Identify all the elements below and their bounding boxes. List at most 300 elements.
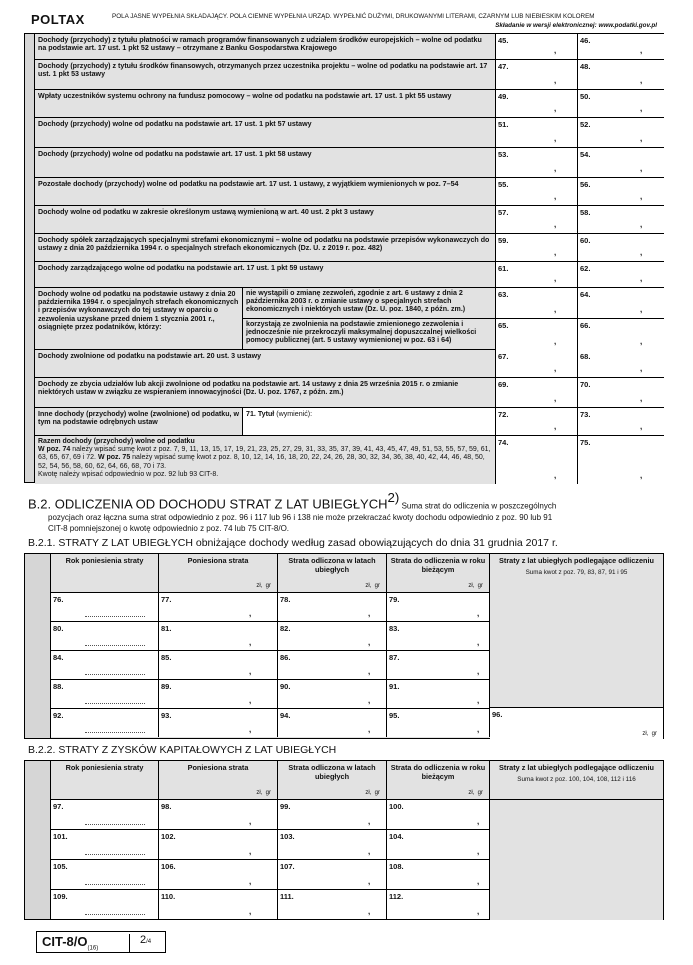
field-number: 63. [498,290,509,299]
row-description: Wpłaty uczestników systemu ochrony na fundusz pomocowy – wolne od podatku na podstawie art. 17 ust. 1 pkt 55 ustawy [35,90,496,117]
table-gutter [25,761,51,919]
footnote-ref: 2) [387,490,400,505]
loss-year-field[interactable] [51,650,159,679]
decimal-comma: , [640,337,643,346]
loss-amount-field[interactable] [387,859,490,889]
loss-amount-field[interactable] [278,592,387,621]
currency-units [468,789,483,798]
amount-field[interactable] [578,206,664,233]
loss-amount-field[interactable] [278,799,387,829]
sez-option-b: korzystają ze zwolnienia na podstawie zmienionego zezwolenia i jednocześnie nie przekroczyli maksymalnej dopuszczalnej wielkości pomocy publicznej (art. 5 ustawy wymienionej w poz. 63 i 64) [243,319,496,350]
amount-field[interactable] [496,60,578,89]
table-gutter [25,34,35,482]
amount-field[interactable] [496,206,578,233]
decimal-comma: , [640,471,643,480]
field-number: 112. [389,892,404,901]
field-number: 54. [580,150,591,159]
decimal-comma: , [554,305,557,314]
amount-field[interactable] [496,90,578,117]
decimal-comma: , [640,305,643,314]
section-note: Suma strat do odliczenia w poszczególnych [399,501,557,511]
loss-amount-field[interactable] [159,859,278,889]
decimal-comma: , [554,471,557,480]
currency-units [642,731,657,737]
loss-year-field[interactable] [51,829,159,859]
loss-amount-field[interactable] [278,650,387,679]
loss-amount-field[interactable] [387,650,490,679]
form-version: (16) [87,945,99,952]
loss-year-field[interactable] [51,592,159,621]
field-number: 103. [280,832,295,841]
currency-units [256,582,271,591]
zl-label: zł, [642,731,649,737]
year-dotted-line [85,884,145,885]
loss-amount-field[interactable] [278,621,387,650]
decimal-comma: , [477,907,480,916]
total-description [35,436,496,484]
shaded-area [490,799,663,920]
field-number: 85. [161,653,172,662]
row-description: Pozostałe dochody (przychody) wolne od podatku na podstawie art. 17 ust. 1 ustawy, z wyjątkiem wymienionych w poz. 7–54 [35,178,496,205]
row-description: Dochody wolne od podatku w zakresie określonym ustawą wymienioną w art. 40 ust. 2 pkt 3 ustawy [35,206,496,233]
amount-field[interactable] [496,288,578,319]
decimal-comma: , [640,104,643,113]
currency-units [365,789,380,798]
field-number: 89. [161,682,172,691]
amount-field[interactable] [578,234,664,261]
field-number: 96. [492,710,503,719]
loss-year-field[interactable] [51,621,159,650]
amount-field[interactable] [496,378,578,407]
field-number: 77. [161,595,172,604]
field-number: 65. [498,321,509,330]
form-footer [36,931,166,953]
total-sum-74: należy wpisać sumę kwot z poz. 7, 9, 11, 13, 15, 17, 19, 21, 23, 25, 27, 29, 31, 33, 35, 37, 39, 41, 43, 45, 47, 49, 51, 53, 55, 57, 59, 61, 63, 65, 67, 69 i 72. [38,446,491,462]
year-dotted-line [85,616,145,617]
total-row [35,436,663,484]
loss-amount-field[interactable] [387,621,490,650]
decimal-comma: , [554,364,557,373]
header-text: Strata odliczona w latach ubiegłych [288,763,376,781]
decimal-comma: , [554,164,557,173]
total-sum-75: należy wpisać sumę kwot z poz. 8, 10, 12, 14, 16, 18, 20, 22, 24, 26, 28, 30, 32, 34, 36, 38, 40, 42, 44, 46, 48, 50, 52, 54, 56, 58, 60, 62, 64, 66, 68, 70 i 73. [38,454,485,470]
year-dotted-line [85,674,145,675]
title-field-hint: (wymienić): [276,410,313,418]
decimal-comma: , [554,134,557,143]
total-instructions [38,446,492,471]
loss-amount-field[interactable] [159,679,278,708]
field-number: 91. [389,682,400,691]
loss-amount-field[interactable] [159,708,278,737]
amount-field[interactable] [578,90,664,117]
sez-split-row [35,288,663,350]
amount-field[interactable] [496,436,578,484]
decimal-comma: , [554,104,557,113]
decimal-comma: , [249,667,252,676]
loss-amount-field[interactable] [387,889,490,919]
loss-amount-field[interactable] [278,708,387,737]
header-text: Poniesiona strata [187,556,249,565]
loss-amount-field[interactable] [159,650,278,679]
field-number: 101. [53,832,68,841]
field-number: 80. [53,624,64,633]
field-number: 70. [580,380,591,389]
field-number: 51. [498,120,509,129]
decimal-comma: , [368,667,371,676]
field-number: 87. [389,653,400,662]
amount-field[interactable] [578,34,664,59]
loss-amount-field[interactable] [387,829,490,859]
decimal-comma: , [640,46,643,55]
zl-label: zł, [468,789,475,796]
year-dotted-line [85,914,145,915]
currency-units [468,582,483,591]
currency-units [256,789,271,798]
decimal-comma: , [640,134,643,143]
decimal-comma: , [554,220,557,229]
decimal-comma: , [554,46,557,55]
column-header [159,761,278,799]
field-number: 62. [580,264,591,273]
column-header [387,761,490,799]
field-number: 109. [53,892,68,901]
page-total: /4 [146,939,152,945]
field-number: 55. [498,180,509,189]
zl-label: zł, [256,582,263,589]
field-number: 81. [161,624,172,633]
zl-label: zł, [365,789,372,796]
decimal-comma: , [640,364,643,373]
online-filing-note: Składanie w wersji elektronicznej: www.podatki.gov.pl [495,22,657,29]
decimal-comma: , [249,907,252,916]
decimal-comma: , [368,877,371,886]
field-number: 69. [498,380,509,389]
decimal-comma: , [249,638,252,647]
field-number: 102. [161,832,176,841]
column-header [278,554,387,592]
field-number: 104. [389,832,404,841]
field-number: 88. [53,682,64,691]
field-number: 68. [580,352,591,361]
amount-field[interactable] [578,262,664,287]
field-number: 58. [580,208,591,217]
gr-label: gr [265,789,271,796]
year-dotted-line [85,854,145,855]
field-number: 73. [580,410,591,419]
field-number: 105. [53,862,68,871]
decimal-comma: , [554,76,557,85]
table-row [35,262,663,288]
table-row [35,34,663,60]
loss-year-field[interactable] [51,859,159,889]
page-current: 2 [140,934,147,946]
decimal-comma: , [554,274,557,283]
amount-field[interactable] [496,319,578,350]
field-number: 107. [280,862,295,871]
row-description: Dochody (przychody) wolne od podatku na podstawie art. 17 ust. 1 pkt 58 ustawy [35,148,496,177]
section-b2-header [28,490,673,534]
amount-field[interactable] [496,408,578,435]
decimal-comma: , [368,847,371,856]
field-number: 99. [280,802,291,811]
loss-year-field[interactable] [51,889,159,919]
table-row [35,206,663,234]
field-number: 94. [280,711,291,720]
decimal-comma: , [249,877,252,886]
decimal-comma: , [368,696,371,705]
losses-table-b21 [24,553,664,739]
amount-field[interactable] [578,60,664,89]
zl-label: zł, [256,789,263,796]
fill-instructions: POLA JASNE WYPEŁNIA SKŁADAJĄCY. POLA CIEMNE WYPEŁNIA URZĄD. WYPEŁNIĆ DUŻYMI, DRUKOWANYMI LITERAMI, CZARNYM LUB NIEBIESKIM KOLOREM [112,13,595,20]
loss-amount-field[interactable] [387,592,490,621]
header-text: Rok poniesienia straty [65,763,144,772]
decimal-comma: , [477,877,480,886]
field-number: 97. [53,802,64,811]
decimal-comma: , [640,76,643,85]
loss-amount-field[interactable] [278,679,387,708]
decimal-comma: , [640,394,643,403]
loss-amount-field[interactable] [159,889,278,919]
field-number: 93. [161,711,172,720]
amount-field[interactable] [578,118,664,147]
decimal-comma: , [554,337,557,346]
gr-label: gr [265,582,271,589]
decimal-comma: , [249,696,252,705]
field-number: 90. [280,682,291,691]
decimal-comma: , [249,817,252,826]
decimal-comma: , [368,907,371,916]
decimal-comma: , [640,248,643,257]
amount-field[interactable] [496,34,578,59]
brand-logo: POLTAX [31,12,85,27]
field-number: 49. [498,92,509,101]
total-title: Razem dochody (przychody) wolne od podatku [38,438,195,445]
field-number: 52. [580,120,591,129]
loss-amount-field[interactable] [159,799,278,829]
decimal-comma: , [249,725,252,734]
decimal-comma: , [368,725,371,734]
section-title: B.2.2. STRATY Z ZYSKÓW KAPITAŁOWYCH Z LAT UBIEGŁYCH [28,744,337,756]
decimal-comma: , [477,817,480,826]
loss-year-field[interactable] [51,679,159,708]
form-code [42,934,98,952]
row-description: Inne dochody (przychody) wolne (zwolnione) od podatku, w tym na podstawie odrębnych ustaw [35,408,243,435]
decimal-comma: , [477,609,480,618]
currency-units [365,582,380,591]
field-number: 57. [498,208,509,217]
loss-amount-field[interactable] [278,859,387,889]
year-dotted-line [85,732,145,733]
other-income-row [35,408,663,436]
total-ref-75: W poz. 75 [97,454,131,462]
field-number: 59. [498,236,509,245]
amount-field[interactable] [578,408,664,435]
header-text: Straty z lat ubiegłych podlegające odliczeniu [499,556,654,565]
row-description: Dochody zwolnione od podatku na podstawie art. 20 ust. 3 ustawy [35,350,496,377]
decimal-comma: , [554,248,557,257]
table-row [35,60,663,90]
decimal-comma: , [477,638,480,647]
sum-note: Suma kwot z poz. 100, 104, 108, 112 i 116 [517,775,636,783]
sez-option-a: nie wystąpili o zmianę zezwoleń, zgodnie z art. 6 ustawy z dnia 2 października 2003 r. o zmianie ustawy o specjalnych strefach ekonomicznych i niektórych ustaw (Dz. U. poz. 1840, z późn. zm.) [243,288,496,319]
row-description: Dochody spółek zarządzających specjalnymi strefami ekonomicznymi – wolne od podatku na podstawie przepisów wykonawczych do ustawy z dnia 20 października 1994 r. o specjalnych strefach ekonomicznych (Dz. U. z 2019 r. poz. 482) [35,234,496,261]
column-header [51,554,159,592]
field-number: 106. [161,862,176,871]
decimal-comma: , [477,725,480,734]
field-number: 46. [580,36,591,45]
field-number: 95. [389,711,400,720]
amount-field[interactable] [496,350,578,377]
title-field-label: 71. Tytuł [246,410,275,418]
field-number: 79. [389,595,400,604]
field-number: 53. [498,150,509,159]
loss-amount-field[interactable] [387,679,490,708]
row-description: Dochody (przychody) z tytułu płatności w ramach programów finansowanych z udziałem środków europejskich – wolne od podatku na podstawie art. 17 ust. 1 pkt 52 ustawy – otrzymane z Banku Gospodarstwa Krajowego [35,34,496,59]
header-text: Straty z lat ubiegłych podlegające odliczeniu [499,763,654,772]
gr-label: gr [477,582,483,589]
sez-description: Dochody wolne od podatku na podstawie ustawy z dnia 20 października 1994 r. o specjalnych strefach ekonomicznych i przepisów wykonawczych do tej ustawy w oparciu o zezwolenia uzyskane przed dniem 1 stycznia 2001 r., osiągnięte przez podatników, którzy: [35,288,243,349]
decimal-comma: , [554,422,557,431]
column-header [159,554,278,592]
loss-amount-field[interactable] [278,889,387,919]
table-row [35,148,663,178]
loss-amount-field[interactable] [387,799,490,829]
row-description: Dochody ze zbycia udziałów lub akcji zwolnione od podatku na podstawie art. 14 ustawy z dnia 25 września 2015 r. o zmianie niektórych ustaw w związku ze wspieraniem innowacyjności (Dz. U. poz. 1767, z późn. zm.) [35,378,496,407]
field-number: 48. [580,62,591,71]
header-text: Strata odliczona w latach ubiegłych [288,556,376,574]
field-number: 84. [53,653,64,662]
field-number: 67. [498,352,509,361]
decimal-comma: , [368,817,371,826]
decimal-comma: , [640,192,643,201]
field-number: 56. [580,180,591,189]
table-row [35,118,663,148]
header-text: Rok poniesienia straty [65,556,144,565]
amount-field[interactable] [496,262,578,287]
loss-year-field[interactable] [51,799,159,829]
field-number: 50. [580,92,591,101]
loss-amount-field[interactable] [387,708,490,737]
total-ref-74: W poz. 74 [38,446,71,454]
field-number: 61. [498,264,509,273]
amount-field[interactable] [496,118,578,147]
table-row [35,90,663,118]
field-number: 75. [580,438,591,447]
row-description: Dochody (przychody) wolne od podatku na podstawie art. 17 ust. 1 pkt 57 ustawy [35,118,496,147]
gr-label: gr [374,582,380,589]
title-field[interactable] [243,408,496,435]
table-row [35,234,663,262]
field-number: 60. [580,236,591,245]
field-number: 82. [280,624,291,633]
amount-field[interactable] [578,436,664,484]
year-dotted-line [85,824,145,825]
section-note-cont: pozycjach oraz łączna suma strat odpowiednio z poz. 96 i 117 lub 96 i 138 nie może przekraczać kwoty dochodu odpowiednio z poz. 90 lub 91 [48,513,553,523]
loss-amount-field[interactable] [159,592,278,621]
page-number [129,934,151,952]
total-loss-field[interactable] [490,707,663,739]
field-number: 78. [280,595,291,604]
amount-field[interactable] [578,378,664,407]
loss-amount-field[interactable] [159,621,278,650]
table-gutter [25,554,51,738]
losses-table-b22 [24,760,664,920]
decimal-comma: , [249,847,252,856]
field-number: 74. [498,438,509,447]
section-title: B.2. ODLICZENIA OD DOCHODU STRAT Z LAT UBIEGŁYCH [28,496,388,512]
zl-label: zł, [468,582,475,589]
loss-amount-field[interactable] [278,829,387,859]
table-row [35,178,663,206]
column-header [278,761,387,799]
decimal-comma: , [640,220,643,229]
amount-field[interactable] [578,288,664,319]
decimal-comma: , [554,192,557,201]
field-number: 98. [161,802,172,811]
amount-field[interactable] [496,178,578,205]
section-note-cont: CIT-8 pomniejszonej o kwotę odpowiednio z poz. 74 lub 75 CIT-8/O. [48,523,290,533]
form-code-text: CIT-8/O [42,934,88,949]
field-number: 108. [389,862,404,871]
column-header [490,554,663,592]
zl-label: zł, [365,582,372,589]
section-title: B.2.1. STRATY Z LAT UBIEGŁYCH obniżające dochody według zasad obowiązujących do dnia 31 grudnia 2017 r. [28,537,558,549]
amount-field[interactable] [496,148,578,177]
total-note: Kwotę należy wpisać odpowiednio w poz. 92 lub 93 CIT-8. [38,470,219,478]
field-number: 86. [280,653,291,662]
decimal-comma: , [477,667,480,676]
column-header [490,761,663,799]
field-number: 111. [280,892,294,901]
field-number: 64. [580,290,591,299]
amount-field[interactable] [578,178,664,205]
field-number: 47. [498,62,509,71]
field-number: 76. [53,595,64,604]
decimal-comma: , [477,696,480,705]
column-header [51,761,159,799]
table-row [35,350,663,378]
amount-field[interactable] [578,148,664,177]
row-description: Dochody (przychody) z tytułu środków finansowych, otrzymanych przez uczestnika projektu – wolne od podatku na podstawie art. 17 ust. 1 pkt 53 ustawy [35,60,496,89]
table-row [35,378,663,408]
header-text: Poniesiona strata [187,763,249,772]
row-description: Dochody zarządzającego wolne od podatku na podstawie art. 17 ust. 1 pkt 59 ustawy [35,262,496,287]
year-dotted-line [85,703,145,704]
decimal-comma: , [554,394,557,403]
decimal-comma: , [477,847,480,856]
decimal-comma: , [640,422,643,431]
header-text: Strata do odliczenia w roku bieżącym [390,556,486,574]
field-number: 100. [389,802,404,811]
loss-amount-field[interactable] [159,829,278,859]
amount-field[interactable] [578,319,664,350]
header-text: Strata do odliczenia w roku bieżącym [390,763,486,781]
gr-label: gr [477,789,483,796]
gr-label: gr [374,789,380,796]
amount-field[interactable] [578,350,664,377]
decimal-comma: , [640,164,643,173]
field-number: 83. [389,624,400,633]
decimal-comma: , [640,274,643,283]
amount-field[interactable] [496,234,578,261]
decimal-comma: , [249,609,252,618]
field-number: 110. [161,892,176,901]
exempt-income-table [24,33,664,483]
loss-year-field[interactable] [51,708,159,737]
sum-note: Suma kwot z poz. 79, 83, 87, 91 i 95 [525,568,628,576]
field-number: 45. [498,36,509,45]
